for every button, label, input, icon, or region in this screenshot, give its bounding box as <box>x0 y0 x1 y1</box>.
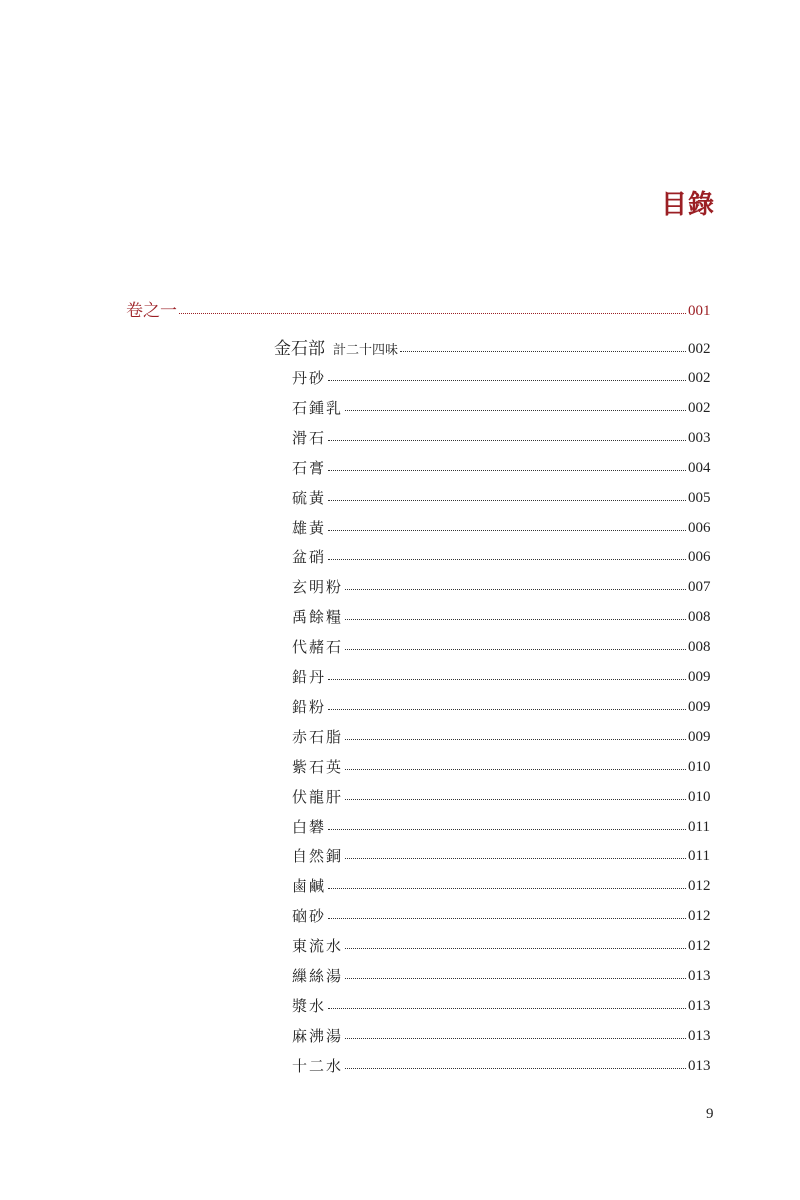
dot-leader <box>345 799 686 800</box>
toc-item-label: 代赭石 <box>292 638 344 657</box>
toc-item-label: 鹵鹹 <box>292 877 327 896</box>
toc-item[interactable] <box>0 456 800 480</box>
dot-leader <box>328 709 686 710</box>
page-number: 002 <box>688 341 711 357</box>
toc-item-label: 雄黃 <box>292 518 327 537</box>
toc-item-label: 白礬 <box>292 817 327 836</box>
dot-leader <box>179 313 686 314</box>
section-note: 計二十四味 <box>333 343 399 358</box>
toc-item[interactable] <box>0 934 800 958</box>
toc-item-label: 伏龍肝 <box>292 787 344 806</box>
toc-item-label: 硫黃 <box>292 488 327 507</box>
page-number: 012 <box>688 938 711 955</box>
page-number: 006 <box>688 549 711 566</box>
toc-item-label: 赤石脂 <box>292 727 344 746</box>
dot-leader <box>328 918 686 919</box>
toc-item[interactable] <box>0 964 800 988</box>
toc-item[interactable] <box>0 486 800 510</box>
toc-item-label: 漿水 <box>292 996 327 1015</box>
page-number: 009 <box>688 698 711 715</box>
page-number: 002 <box>688 370 711 386</box>
toc-item[interactable] <box>0 545 800 569</box>
page-number: 003 <box>688 429 711 446</box>
dot-leader <box>328 380 686 381</box>
toc-item-label: 鉛粉 <box>292 697 327 716</box>
toc-item[interactable] <box>0 785 800 809</box>
dot-leader <box>328 559 686 560</box>
dot-leader <box>345 589 686 590</box>
toc-item-label: 繅絲湯 <box>292 967 344 985</box>
dot-leader <box>328 440 686 441</box>
page-number: 007 <box>688 579 711 596</box>
toc-item[interactable] <box>0 994 800 1018</box>
toc-item-label: 盆硝 <box>292 548 327 567</box>
toc-item[interactable] <box>0 426 800 450</box>
toc-item-label: 十二水 <box>292 1056 344 1075</box>
toc-item[interactable] <box>0 665 800 689</box>
toc-item[interactable] <box>0 695 800 719</box>
dot-leader <box>328 679 686 680</box>
toc-item[interactable] <box>0 904 800 928</box>
page-number: 004 <box>688 459 711 476</box>
toc-item[interactable] <box>0 635 800 659</box>
toc-item[interactable] <box>0 725 800 749</box>
page-number: 008 <box>688 609 711 626</box>
volume-label: 卷之一 <box>126 301 177 321</box>
page-number: 011 <box>688 818 710 835</box>
toc-item[interactable] <box>0 874 800 898</box>
toc-item[interactable] <box>0 1054 800 1078</box>
toc-section-entry[interactable] <box>0 337 800 361</box>
dot-leader <box>345 769 686 770</box>
dot-leader <box>345 858 686 859</box>
toc-item-label: 麻沸湯 <box>292 1026 344 1045</box>
toc-item[interactable] <box>0 516 800 540</box>
toc-item-label: 硇砂 <box>292 907 327 926</box>
dot-leader <box>345 649 686 650</box>
section-name: 金石部 <box>274 339 325 359</box>
toc-item-label: 禹餘糧 <box>292 608 344 627</box>
page-number: 011 <box>688 848 710 865</box>
dot-leader <box>328 1008 686 1009</box>
page-number: 013 <box>688 997 711 1014</box>
page-number: 009 <box>688 669 711 685</box>
toc-item-label: 自然銅 <box>292 847 344 866</box>
toc-item-label: 玄明粉 <box>292 578 344 597</box>
page-number: 010 <box>688 788 711 805</box>
toc-item[interactable] <box>0 366 800 390</box>
toc-item[interactable] <box>0 1024 800 1048</box>
dot-leader <box>328 829 686 830</box>
toc-volume-entry[interactable] <box>0 299 800 323</box>
dot-leader <box>345 739 686 740</box>
dot-leader <box>328 470 686 471</box>
folio-number: 9 <box>706 1106 714 1122</box>
toc-item[interactable] <box>0 815 800 839</box>
toc-item[interactable] <box>0 755 800 779</box>
page-number: 009 <box>688 728 711 745</box>
toc-item-label: 滑石 <box>292 428 327 447</box>
page-number: 013 <box>688 1027 711 1044</box>
dot-leader <box>328 500 686 501</box>
page-number: 005 <box>688 489 711 506</box>
page-number: 012 <box>688 878 711 895</box>
toc-item-label: 紫石英 <box>292 757 344 776</box>
toc-item[interactable] <box>0 844 800 868</box>
toc-item-label: 石鍾乳 <box>292 398 344 417</box>
dot-leader <box>345 1068 686 1069</box>
toc-item[interactable] <box>0 605 800 629</box>
dot-leader <box>345 410 686 411</box>
page-number: 006 <box>688 519 711 536</box>
toc-item-label: 丹砂 <box>292 369 327 387</box>
dot-leader <box>345 619 686 620</box>
dot-leader <box>400 351 686 352</box>
toc-item[interactable] <box>0 396 800 420</box>
page-number: 013 <box>688 1057 711 1074</box>
toc-item[interactable] <box>0 575 800 599</box>
page-number: 010 <box>688 758 711 775</box>
dot-leader <box>345 1038 686 1039</box>
toc-item-label: 鉛丹 <box>292 668 327 686</box>
toc-item-label: 石膏 <box>292 458 327 477</box>
page-number: 008 <box>688 639 711 656</box>
page-number: 001 <box>688 303 711 319</box>
section-label <box>274 337 398 361</box>
dot-leader <box>328 530 686 531</box>
dot-leader <box>345 948 686 949</box>
page-title: 目錄 <box>660 190 715 220</box>
page-number: 002 <box>688 399 711 416</box>
page-number: 012 <box>688 908 711 925</box>
toc-item-label: 東流水 <box>292 937 344 956</box>
dot-leader <box>328 888 686 889</box>
dot-leader <box>345 978 686 979</box>
page-number: 013 <box>688 968 711 984</box>
